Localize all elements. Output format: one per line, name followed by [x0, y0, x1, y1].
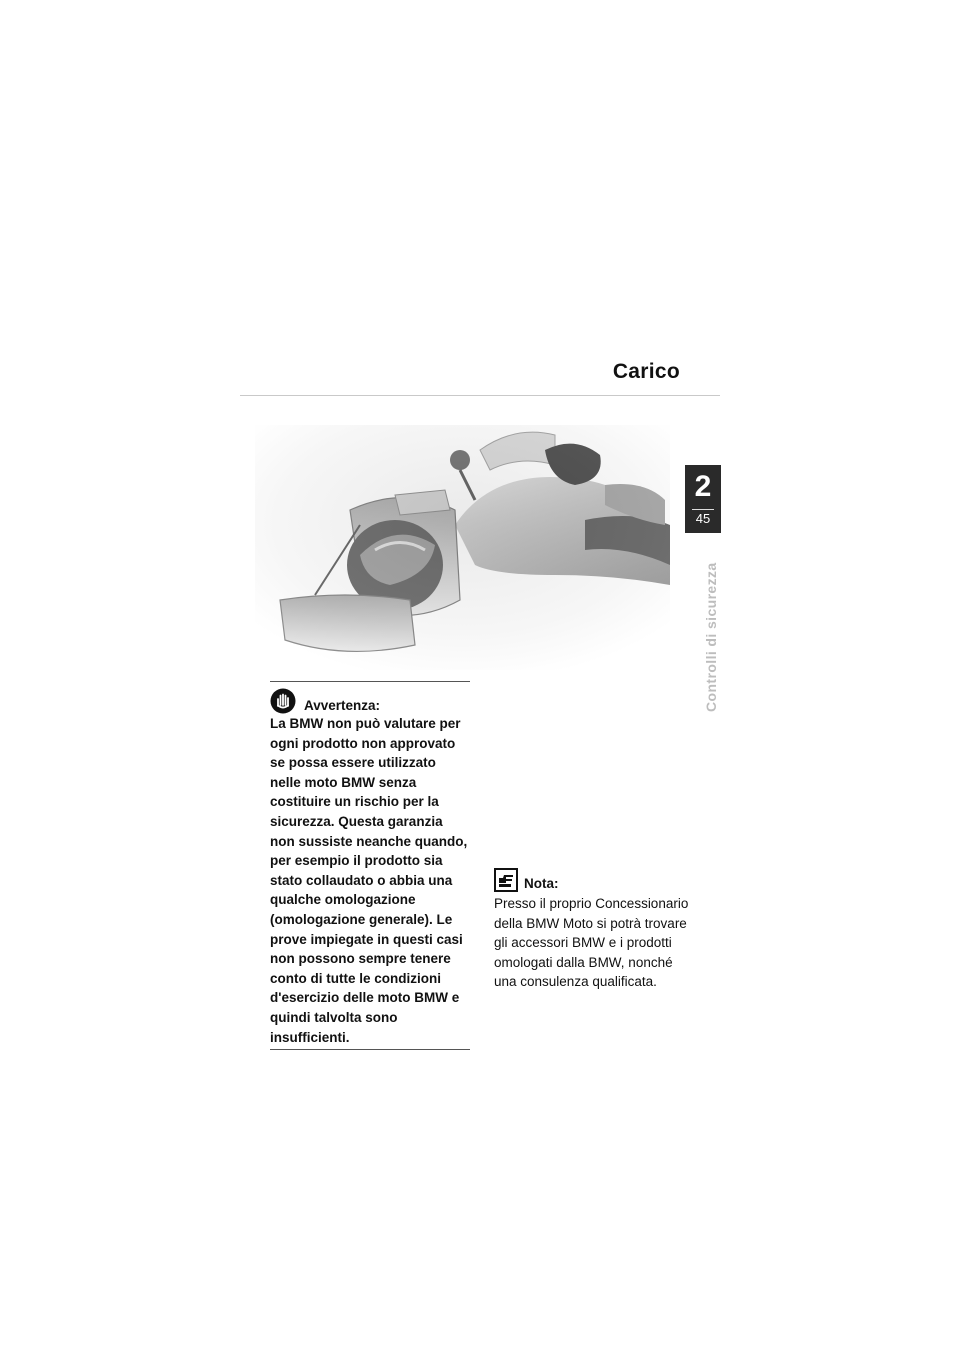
note-text: Presso il proprio Concessionario della BMW Moto si potrà trovare gli accessori BMW e i prodotti omologati dalla BMW, nonché una consulenza qualificata. [494, 896, 689, 990]
header-rule [240, 395, 720, 396]
note-callout [494, 862, 690, 992]
page-number: 45 [695, 511, 711, 526]
warning-label: Avvertenza: [304, 698, 381, 713]
warning-text: La BMW non può valutare per ogni prodotto non approvato se possa essere utilizzato nelle moto BMW senza costituire un rischio per la sicurezza. Questa garanzia non sussiste neanche quando, per esempio il prodotto sia stato collaudato o abbia una qualche omologazione (omologazione generale). Le prove impiegate in questi casi non possono sempre tenere conto di tutte le condizioni d'esercizio delle moto BMW e quindi talvolta sono insufficienti. [270, 716, 468, 1045]
stop-hand-icon [270, 688, 296, 714]
note-label: Nota: [524, 876, 559, 891]
warning-callout [270, 681, 470, 1050]
motorcycle-topcase-illustration [255, 425, 670, 670]
section-side-label: Controlli di sicurezza [703, 562, 719, 712]
chapter-tab [685, 465, 721, 533]
chapter-number: 2 [694, 470, 712, 503]
warning-bottom-rule [270, 1049, 470, 1050]
warning-header [270, 686, 470, 714]
warning-top-rule [270, 681, 470, 682]
page-title: Carico [612, 360, 680, 383]
note-header [494, 862, 690, 892]
pointing-hand-note-icon [494, 868, 518, 892]
